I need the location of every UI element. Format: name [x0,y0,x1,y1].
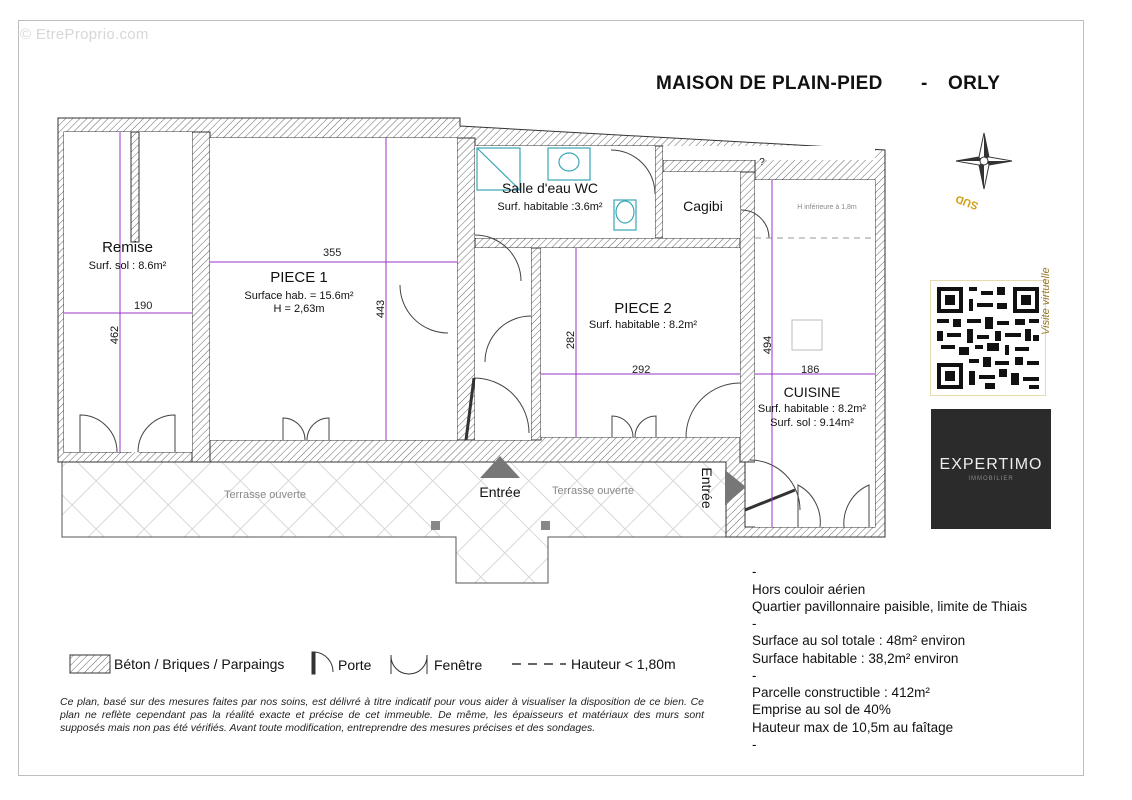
room-salle-eau-surface: Surf. habitable :3.6m² [497,201,603,213]
room-piece2-surface: Surf. habitable : 8.2m² [588,319,698,331]
dim-piece1-width: 355 [323,247,342,259]
note-line: Surface habitable : 38,2m² environ [752,651,959,666]
note-line: - [752,668,757,683]
unknown-mark: ? [759,157,765,168]
note-line: Emprise au sol de 40% [752,702,891,717]
room-piece1-name: PIECE 1 [270,269,328,286]
note-line: Quartier pavillonnaire paisible, limite de Thiais [752,599,1028,614]
low-height-note: H inférieure à 1,8m [797,204,857,211]
agency-logo-name: EXPERTIMO [939,456,1043,473]
note-line: - [752,616,757,631]
compass-label: SUD [954,192,980,212]
agency-logo-tagline: IMMOBILIER [968,476,1014,482]
dim-remise-width: 190 [134,300,153,312]
note-line: - [752,564,757,579]
entry-side-label: Entrée [699,467,715,509]
title-separator: - [921,73,928,94]
entry-main-label: Entrée [479,484,521,500]
qr-code-image [931,281,1045,395]
dim-remise-height: 462 [109,325,122,345]
room-piece1-surface: Surface hab. = 15.6m² [244,290,354,302]
room-cuisine-name: CUISINE [783,384,841,400]
legend-wall-label: Béton / Briques / Parpaings [114,656,285,672]
room-cuisine-surface-hab: Surf. habitable : 8.2m² [757,403,867,415]
note-line: Hauteur max de 10,5m au faîtage [752,720,954,735]
legend-door-icon [312,652,333,674]
legend-door-label: Porte [338,657,372,673]
note-line: Surface au sol totale : 48m² environ [752,633,966,648]
legend-window-label: Fenêtre [434,657,483,673]
room-piece1-height: H = 2,63m [273,303,325,315]
room-remise-name: Remise [102,239,153,256]
terrace-post-left [431,521,440,530]
dim-cuisine-height: 494 [762,335,775,355]
terrace-post-right [541,521,550,530]
dim-cuisine-width: 186 [801,364,820,376]
plan-city: ORLY [948,73,1001,94]
watermark: © EtreProprio.com [20,26,149,43]
qr-caption: Visite virtuelle [1040,267,1052,335]
terrace-left-label: Terrasse ouverte [224,489,306,501]
dim-piece2-height: 282 [565,330,578,350]
room-cagibi-name: Cagibi [683,198,723,214]
room-piece2-name: PIECE 2 [614,300,672,317]
note-line: Parcelle constructible : 412m² [752,685,930,700]
dim-piece2-width: 292 [632,364,651,376]
dim-piece1-height: 443 [375,299,388,319]
terrace-area [62,462,726,583]
room-remise-surface: Surf. sol : 8.6m² [88,260,167,272]
note-line: - [752,737,757,752]
room-cuisine-surface-sol: Surf. sol : 9.14m² [770,417,854,429]
disclaimer-text: Ce plan, basé sur des mesures faites par nos soins, est délivré à titre indicatif pour vous aider à visualiser la disposition de ce bien. Ce plan ne reflète cependant pas la réalité exacte et précise de cet immeuble. De même, les épaisseurs et matériaux des murs sont supposés mais non pas été vérifiés. Avant toute modification, entreprendre des mesures précises et des sondages. [60,696,704,735]
agency-logo [931,409,1051,529]
legend-wall-swatch [70,655,110,673]
plan-title: MAISON DE PLAIN-PIED [656,73,883,94]
room-salle-eau-name: Salle d'eau WC [501,180,599,196]
qr-code[interactable] [930,280,1046,396]
legend-height-label: Hauteur < 1,80m [571,656,676,672]
legend-window-icon [391,655,427,674]
compass-icon [956,133,1012,189]
note-line: Hors couloir aérien [752,582,866,597]
terrace-right-label: Terrasse ouverte [552,485,634,497]
